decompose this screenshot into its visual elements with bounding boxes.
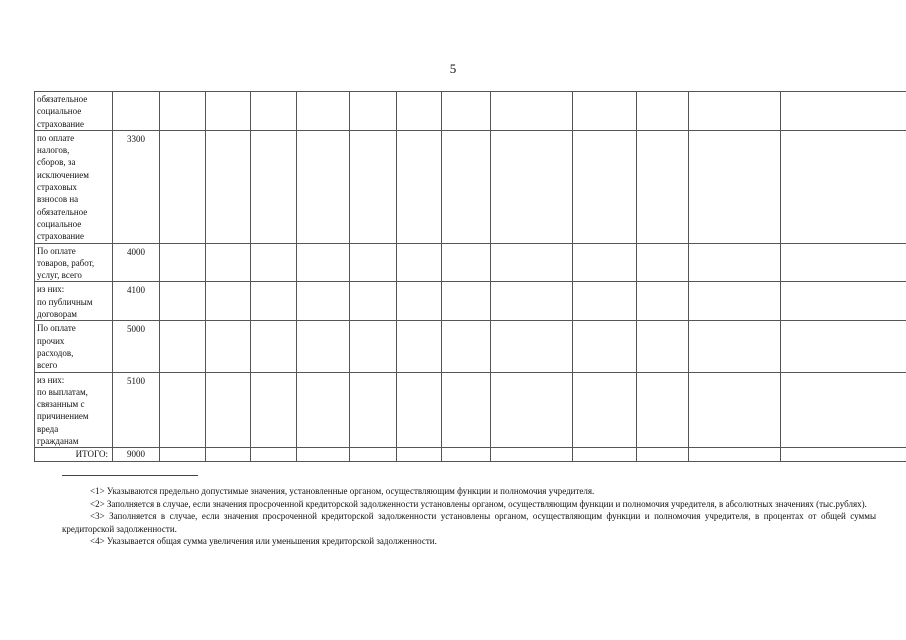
row-label [35,372,113,448]
value-cell [637,243,689,282]
value-cell [573,130,637,243]
table-row [35,282,906,321]
value-cell [637,448,689,461]
value-cell [297,372,350,448]
value-cell [442,448,491,461]
row-label-line: социальное [37,218,82,229]
row-label-line: обязательное [37,94,88,104]
row-label-line: страховых [37,182,77,193]
value-cell [689,448,781,461]
value-cell [397,448,442,461]
row-label-line: обязательное [37,206,88,217]
value-cell [491,243,573,282]
row-code: 5100 [113,372,160,448]
total-code: 9000 [113,448,160,461]
value-cell [160,372,206,448]
value-cell [206,448,251,461]
table-row [35,243,906,282]
row-label-line: сборов, за [37,157,76,168]
footnotes [62,485,876,548]
row-label-line: договорам [37,309,77,320]
page-number: 5 [449,61,457,76]
value-cell [160,282,206,321]
value-cell [491,130,573,243]
value-cell [573,372,637,448]
row-label-line: услуг, всего [37,270,82,281]
row-code [113,92,160,131]
value-cell [781,130,906,243]
value-cell [160,243,206,282]
value-cell [251,92,297,131]
value-cell [689,243,781,282]
value-cell [297,448,350,461]
row-code: 4100 [113,282,160,321]
value-cell [442,243,491,282]
value-cell [781,243,906,282]
footnote-separator [62,475,198,476]
value-cell [442,130,491,243]
row-code: 3300 [113,130,160,243]
value-cell [573,282,637,321]
row-label-line: прочих [37,335,65,346]
value-cell [689,92,781,131]
value-cell [251,130,297,243]
footnote-1: <1> Указываются предельно допустимые значения, установленные органом, осуществляющим функции и полномочия учредителя. [90,486,595,496]
value-cell [397,282,442,321]
value-cell [689,321,781,372]
value-cell [637,282,689,321]
value-cell [637,372,689,448]
value-cell [350,321,397,372]
row-code: 5000 [113,321,160,372]
row-label-line: страхование [37,118,84,129]
value-cell [206,243,251,282]
value-cell [781,372,906,448]
value-cell [160,92,206,131]
value-cell [350,448,397,461]
row-label-line: по публичным [37,296,93,307]
row-label [35,282,113,321]
value-cell [397,372,442,448]
value-cell [397,92,442,131]
row-label-line: товаров, работ, [37,257,95,268]
value-cell [206,372,251,448]
value-cell [573,321,637,372]
row-label-line: всего [37,360,58,371]
table-row [35,321,906,372]
table-row [35,92,906,131]
row-label-line: из них: [37,374,65,385]
row-label-line: исключением [37,169,89,180]
row-label-line: по выплатам, [37,386,88,397]
value-cell [350,372,397,448]
value-cell [206,282,251,321]
value-cell [350,243,397,282]
row-label-line: связанным с [37,399,85,410]
value-cell [397,130,442,243]
value-cell [637,92,689,131]
value-cell [637,321,689,372]
footnote-3: <3> Заполняется в случае, если значения просроченной кредиторской задолженности установлены органом, осуществляющим функции и полномочия учредителя, в процентах от общей суммы кредиторской задолженности. [62,511,876,534]
row-label-line: вреда [37,423,59,434]
value-cell [297,92,350,131]
row-label-line: причинением [37,411,89,422]
value-cell [491,321,573,372]
value-cell [206,92,251,131]
value-cell [297,321,350,372]
value-cell [397,321,442,372]
value-cell [350,282,397,321]
value-cell [573,92,637,131]
value-cell [781,282,906,321]
value-cell [350,92,397,131]
row-label-line: налогов, [37,145,70,156]
value-cell [781,321,906,372]
value-cell [206,321,251,372]
value-cell [442,321,491,372]
value-cell [350,130,397,243]
value-cell [160,448,206,461]
value-cell [491,92,573,131]
row-label-line: гражданам [37,436,79,447]
value-cell [781,448,906,461]
value-cell [251,243,297,282]
accounts-payable-table [34,91,906,462]
value-cell [689,282,781,321]
value-cell [297,243,350,282]
value-cell [251,321,297,372]
row-code: 4000 [113,243,160,282]
value-cell [573,243,637,282]
row-label-line: По оплате [37,245,76,256]
value-cell [637,130,689,243]
table-body [35,92,906,462]
row-label [35,243,113,282]
total-row [35,448,906,461]
value-cell [442,92,491,131]
value-cell [251,372,297,448]
value-cell [251,282,297,321]
value-cell [206,130,251,243]
footnote-4: <4> Указывается общая сумма увеличения или уменьшения кредиторской задолженности. [90,536,437,546]
row-label-line: взносов на [37,194,79,205]
table-row [35,372,906,448]
value-cell [251,448,297,461]
row-label [35,92,113,131]
row-label-line: из них: [37,284,65,295]
total-label: ИТОГО: [35,448,113,461]
value-cell [689,130,781,243]
row-label-line: социальное [37,106,82,117]
value-cell [160,130,206,243]
row-label-line: по оплате [37,132,75,143]
value-cell [781,92,906,131]
value-cell [297,282,350,321]
footnote-2: <2> Заполняется в случае, если значения просроченной кредиторской задолженности установлены органом, осуществляющим функции и полномочия учредителя, в абсолютных значениях (тыс.рублях). [90,498,867,509]
row-label [35,130,113,243]
row-label [35,321,113,372]
value-cell [160,321,206,372]
value-cell [491,372,573,448]
value-cell [491,448,573,461]
value-cell [442,282,491,321]
value-cell [397,243,442,282]
value-cell [442,372,491,448]
value-cell [491,282,573,321]
row-label-line: По оплате [37,323,76,334]
value-cell [297,130,350,243]
value-cell [573,448,637,461]
row-label-line: расходов, [37,347,74,358]
table-row [35,130,906,243]
value-cell [689,372,781,448]
row-label-line: страхование [37,231,84,242]
